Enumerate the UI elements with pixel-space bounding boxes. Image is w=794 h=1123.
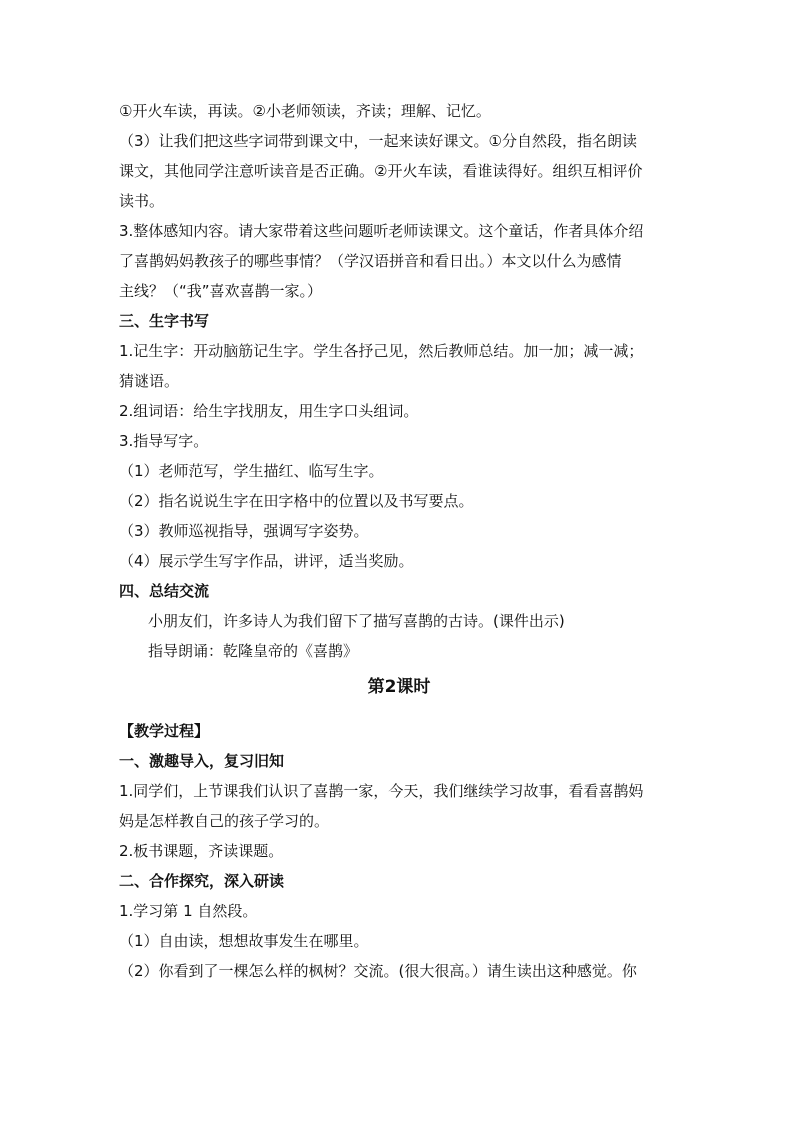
process-heading: 【教学过程】 <box>119 722 210 740</box>
section-heading-4: 四、总结交流 <box>119 582 210 600</box>
text-line: 课文，其他同学注意听读音是否正确。②开火车读，看谁读得好。组织互相评价 <box>119 162 643 180</box>
text-line: （1）老师范写，学生描红、临写生字。 <box>119 462 384 480</box>
text-line: （3）让我们把这些字词带到课文中，一起来读好课文。①分自然段，指名朗读 <box>119 132 637 150</box>
text-line: 小朋友们，许多诗人为我们留下了描写喜鹊的古诗。(课件出示) <box>148 612 565 630</box>
text-line: （1）自由读，想想故事发生在哪里。 <box>119 932 369 950</box>
section-heading-1: 一、激趣导入，复习旧知 <box>119 752 285 770</box>
lesson-title: 第2课时 <box>367 677 431 697</box>
text-line: 1.记生字：开动脑筋记生字。学生各抒己见，然后教师总结。加一加；减一减； <box>119 342 644 360</box>
text-line: 3.整体感知内容。请大家带着这些问题听老师读课文。这个童话，作者具体介绍 <box>119 222 644 240</box>
text-line: 了喜鹊妈妈教孩子的哪些事情？（学汉语拼音和看日出。）本文以什么为感情 <box>119 252 622 270</box>
document-body <box>119 96 679 986</box>
text-line: 2.组词语：给生字找朋友，用生字口头组词。 <box>119 402 419 420</box>
text-line: 妈是怎样教自己的孩子学习的。 <box>119 812 330 830</box>
text-line: 3.指导写字。 <box>119 432 209 450</box>
text-line: 猜谜语。 <box>119 372 180 390</box>
text-line: （2）指名说说生字在田字格中的位置以及书写要点。 <box>119 492 474 510</box>
section-heading-3: 三、生字书写 <box>119 312 210 330</box>
text-line: 1.学习第 1 自然段。 <box>119 902 258 920</box>
text-line: （4）展示学生写字作品，讲评，适当奖励。 <box>119 552 414 570</box>
section-heading-2: 二、合作探究，深入研读 <box>119 872 285 890</box>
text-line: ①开火车读，再读。②小老师领读，齐读；理解、记忆。 <box>119 102 491 120</box>
text-line: 1.同学们，上节课我们认识了喜鹊一家，今天，我们继续学习故事，看看喜鹊妈 <box>119 782 644 800</box>
text-line: （2）你看到了一棵怎么样的枫树？交流。(很大很高。）请生读出这种感觉。你 <box>119 962 637 980</box>
text-line: 读书。 <box>119 192 165 210</box>
text-line: 主线？（“我”喜欢喜鹊一家。） <box>119 282 323 300</box>
text-line: 2.板书课题，齐读课题。 <box>119 842 284 860</box>
text-line: （3）教师巡视指导，强调写字姿势。 <box>119 522 369 540</box>
text-line: 指导朗诵：乾隆皇帝的《喜鹊》 <box>148 642 359 660</box>
